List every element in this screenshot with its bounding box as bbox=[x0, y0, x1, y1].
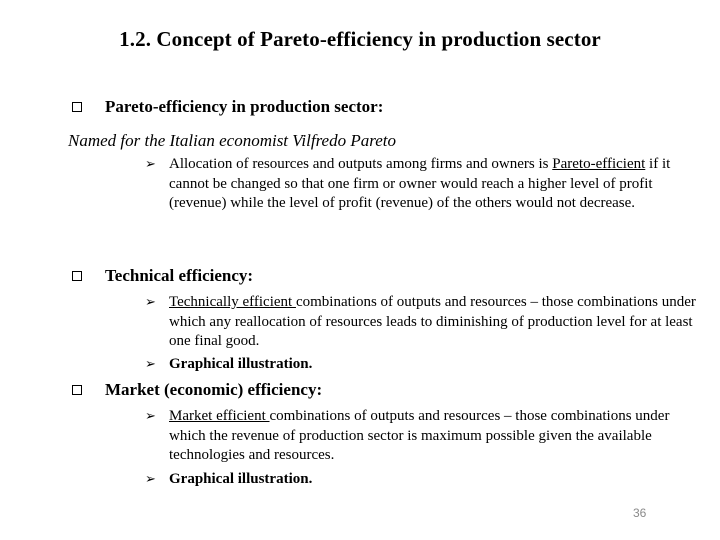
list-item-body bbox=[169, 293, 705, 352]
list-item-technical-definition bbox=[145, 293, 705, 352]
term-market-efficient: Market efficient bbox=[169, 408, 270, 424]
list-item-text-rest: combinations of outputs and resources – those combinations under which any reallocation of resources leads to diminishing of production level for at least one final good. bbox=[169, 294, 696, 349]
section-heading-text: Technical efficiency: bbox=[105, 266, 254, 285]
checkbox-square-icon bbox=[72, 271, 82, 281]
checkbox-square-icon bbox=[72, 385, 82, 395]
page-number: 36 bbox=[633, 506, 647, 520]
list-item-body bbox=[169, 155, 705, 214]
list-item-text-rest: if it cannot be changed so that one firm or owner would reach a higher level of profit (revenue) while the level of profit (revenue) of the others would not decrease. bbox=[169, 156, 671, 211]
list-item-body: Graphical illustration. bbox=[169, 356, 313, 372]
section-heading-text: Pareto-efficiency in production sector: bbox=[105, 97, 384, 116]
arrowhead-icon: ➢ bbox=[145, 471, 156, 486]
list-item-market-graph bbox=[145, 470, 705, 490]
arrowhead-icon: ➢ bbox=[145, 294, 156, 309]
list-item-body bbox=[169, 407, 705, 466]
list-item-technical-graph bbox=[145, 355, 705, 375]
arrowhead-icon: ➢ bbox=[145, 156, 156, 171]
section-heading-pareto bbox=[72, 97, 383, 117]
list-item-body: Graphical illustration. bbox=[169, 471, 313, 487]
checkbox-square-icon bbox=[72, 102, 82, 112]
list-item-pareto-definition bbox=[145, 155, 705, 214]
arrowhead-icon: ➢ bbox=[145, 408, 156, 423]
section-subtitle: Named for the Italian economist Vilfredo Pareto bbox=[68, 131, 396, 150]
section-heading-technical bbox=[72, 266, 253, 286]
term-technically-efficient: Technically efficient bbox=[169, 294, 296, 310]
section-heading-text: Market (economic) efficiency: bbox=[105, 380, 323, 399]
term-pareto-efficient: Pareto-efficient bbox=[552, 156, 646, 172]
list-item-text-rest: combinations of outputs and resources – those combinations under which the revenue of production sector is maximum possible given the available technologies and resources. bbox=[169, 408, 670, 463]
list-item-market-definition bbox=[145, 407, 705, 466]
slide-title: 1.2. Concept of Pareto-efficiency in production sector bbox=[119, 27, 601, 51]
section-heading-market bbox=[72, 380, 322, 400]
arrowhead-icon: ➢ bbox=[145, 356, 156, 371]
list-item-text: Allocation of resources and outputs among firms and owners is bbox=[169, 156, 553, 172]
